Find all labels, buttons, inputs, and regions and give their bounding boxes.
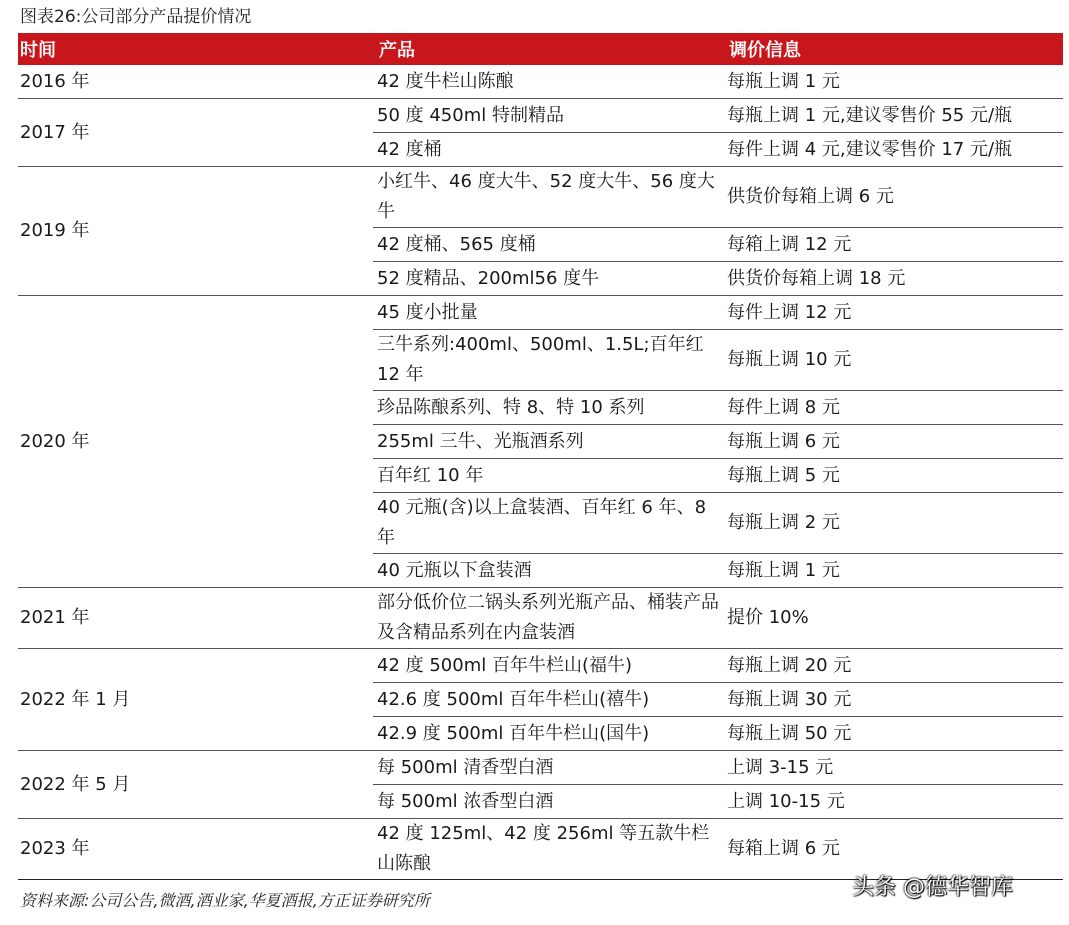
product-cell: 45 度小批量	[373, 296, 723, 330]
info-cell: 每件上调 12 元	[723, 296, 1063, 330]
info-cell: 每瓶上调 20 元	[723, 649, 1063, 683]
product-cell: 50 度 450ml 特制精品	[373, 99, 723, 133]
table-body	[18, 65, 1063, 880]
product-cell: 42 度 125ml、42 度 256ml 等五款牛栏山陈酿	[373, 819, 723, 880]
table-row	[18, 588, 1063, 649]
product-cell: 42 度桶、565 度桶	[373, 228, 723, 262]
table-row	[18, 751, 1063, 785]
product-cell: 42 度桶	[373, 133, 723, 167]
info-cell: 每瓶上调 50 元	[723, 717, 1063, 751]
figure-title: 图表26:公司部分产品提价情况	[20, 7, 252, 27]
year-cell: 2022 年 5 月	[18, 751, 373, 819]
product-cell: 40 元瓶以下盒装酒	[373, 554, 723, 588]
info-cell: 提价 10%	[723, 588, 1063, 649]
info-cell: 每瓶上调 1 元,建议零售价 55 元/瓶	[723, 99, 1063, 133]
table-row	[18, 296, 1063, 330]
table-row	[18, 99, 1063, 133]
info-cell: 供货价每箱上调 18 元	[723, 262, 1063, 296]
year-cell: 2017 年	[18, 99, 373, 167]
table-row	[18, 167, 1063, 228]
info-cell: 供货价每箱上调 6 元	[723, 167, 1063, 228]
product-cell: 珍品陈酿系列、特 8、特 10 系列	[373, 391, 723, 425]
year-cell: 2020 年	[18, 296, 373, 588]
table-row	[18, 649, 1063, 683]
header-time: 时间	[18, 33, 373, 65]
product-cell: 42 度牛栏山陈酿	[373, 65, 723, 99]
info-cell: 每件上调 8 元	[723, 391, 1063, 425]
product-cell: 255ml 三牛、光瓶酒系列	[373, 425, 723, 459]
info-cell: 每箱上调 6 元	[723, 819, 1063, 880]
product-cell: 部分低价位二锅头系列光瓶产品、桶装产品及含精品系列在内盒装酒	[373, 588, 723, 649]
year-cell: 2016 年	[18, 65, 373, 99]
product-cell: 42.6 度 500ml 百年牛栏山(禧牛)	[373, 683, 723, 717]
product-cell: 三牛系列:400ml、500ml、1.5L;百年红 12 年	[373, 330, 723, 391]
product-cell: 42.9 度 500ml 百年牛栏山(国牛)	[373, 717, 723, 751]
source-note: 资料来源:公司公告,微酒,酒业家,华夏酒报,方正证券研究所	[20, 891, 430, 910]
header-product: 产品	[373, 33, 723, 65]
product-cell: 40 元瓶(含)以上盒装酒、百年红 6 年、8 年	[373, 493, 723, 554]
product-cell: 42 度 500ml 百年牛栏山(福牛)	[373, 649, 723, 683]
header-info: 调价信息	[723, 33, 1063, 65]
product-cell: 每 500ml 清香型白酒	[373, 751, 723, 785]
product-cell: 百年红 10 年	[373, 459, 723, 493]
info-cell: 每箱上调 12 元	[723, 228, 1063, 262]
watermark: 头条 @德华智库	[852, 875, 1013, 900]
info-cell: 每瓶上调 1 元	[723, 65, 1063, 99]
price-increase-table	[18, 33, 1063, 880]
info-cell: 每瓶上调 1 元	[723, 554, 1063, 588]
year-cell: 2022 年 1 月	[18, 649, 373, 751]
info-cell: 每瓶上调 10 元	[723, 330, 1063, 391]
table-row	[18, 819, 1063, 880]
year-cell: 2023 年	[18, 819, 373, 880]
table-header-row	[18, 33, 1063, 65]
table-row	[18, 65, 1063, 99]
info-cell: 上调 3-15 元	[723, 751, 1063, 785]
info-cell: 每瓶上调 5 元	[723, 459, 1063, 493]
product-cell: 52 度精品、200ml56 度牛	[373, 262, 723, 296]
info-cell: 每瓶上调 6 元	[723, 425, 1063, 459]
product-cell: 每 500ml 浓香型白酒	[373, 785, 723, 819]
info-cell: 每瓶上调 30 元	[723, 683, 1063, 717]
product-cell: 小红牛、46 度大牛、52 度大牛、56 度大牛	[373, 167, 723, 228]
info-cell: 每件上调 4 元,建议零售价 17 元/瓶	[723, 133, 1063, 167]
info-cell: 上调 10-15 元	[723, 785, 1063, 819]
year-cell: 2019 年	[18, 167, 373, 296]
year-cell: 2021 年	[18, 588, 373, 649]
info-cell: 每瓶上调 2 元	[723, 493, 1063, 554]
